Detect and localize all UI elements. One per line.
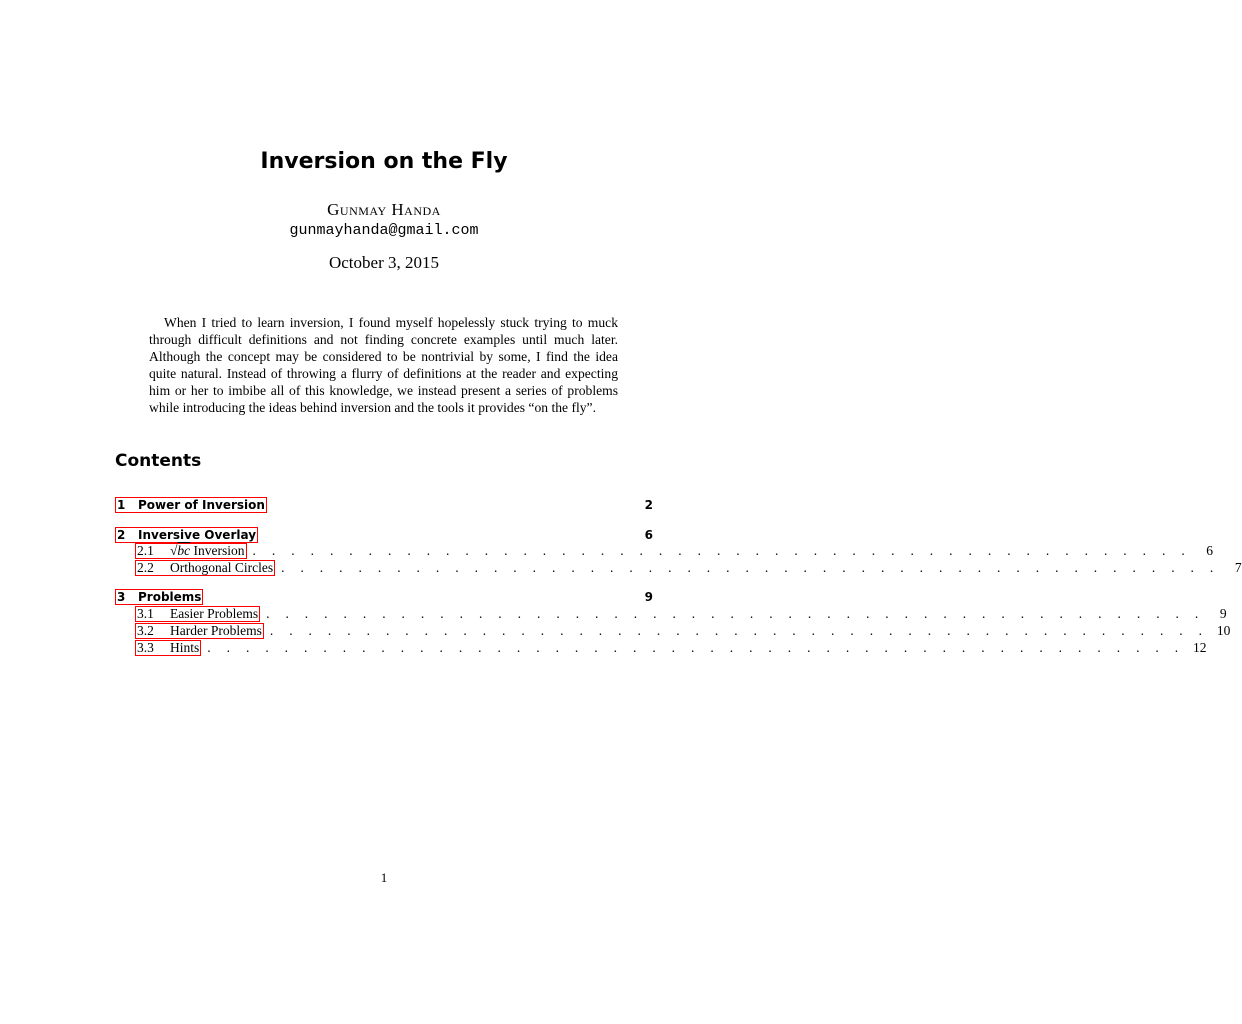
toc-page-number: 6: [1206, 543, 1214, 558]
toc-title: Orthogonal Circles: [170, 560, 274, 575]
toc-page-number: 7: [1234, 560, 1242, 575]
toc-title: Inversion: [190, 543, 245, 558]
page-number: 1: [380, 870, 388, 885]
toc-number: 2.1: [137, 543, 154, 558]
toc-entry-section-2: [115, 527, 653, 544]
toc-link-sqrt-bc-inversion[interactable]: [135, 543, 247, 559]
abstract: When I tried to learn inversion, I found myself hopelessly stuck trying to muck through difficult definitions and not finding concrete examples until much later. Although the concept may be considered to be nontrivial by some, I find the idea quite natural. Instead of throwing a flurry of definitions at the reader and expecting him or her to imbibe all of this knowledge, we instead present a series of problems while introducing the ideas behind inversion and the tools it provides “on the fly”.: [149, 315, 618, 415]
author-email: gunmayhanda@gmail.com: [289, 222, 479, 239]
toc-link-easier-problems[interactable]: [135, 606, 260, 622]
toc-number: 1: [117, 498, 126, 512]
toc-link-harder-problems[interactable]: [135, 623, 264, 639]
toc-page-number: 10: [1216, 623, 1231, 638]
toc-leader-dots: . . . . . . . . . . . . . . . . . . . . . . . . . . . . . . . . . . . . . . . . . . . . . . . . .: [281, 560, 1220, 575]
toc-number: 2.2: [137, 560, 154, 575]
toc-entry-section-1: [115, 497, 653, 514]
toc-link-hints[interactable]: [135, 640, 201, 656]
sqrt-argument: bc: [177, 543, 191, 558]
contents-heading: Contents: [115, 451, 202, 471]
document-date: October 3, 2015: [328, 253, 439, 272]
toc-title: Inversive Overlay: [138, 528, 257, 542]
toc-leader-dots: . . . . . . . . . . . . . . . . . . . . . . . . . . . . . . . . . . . . . . . . . . . . . . . . .: [266, 606, 1205, 621]
toc-page-number: 6: [644, 528, 653, 542]
toc-leader-dots: . . . . . . . . . . . . . . . . . . . . . . . . . . . . . . . . . . . . . . . . . . . . . . . . .: [269, 623, 1209, 638]
toc-title: Hints: [170, 640, 200, 655]
document-title: Inversion on the Fly: [260, 149, 508, 174]
toc-title: Power of Inversion: [138, 498, 265, 512]
toc-leader-dots: . . . . . . . . . . . . . . . . . . . . . . . . . . . . . . . . . . . . . . . . . . . . . . . . . . .: [207, 640, 1185, 655]
toc-leader-dots: . . . . . . . . . . . . . . . . . . . . . . . . . . . . . . . . . . . . . . . . . . . . . . . . .: [252, 543, 1192, 558]
toc-number: 2: [117, 528, 126, 542]
toc-entry-subsection-3-1: [115, 606, 1227, 623]
toc-number: 3.1: [137, 606, 154, 621]
toc-link-problems[interactable]: [115, 589, 203, 605]
toc-link-inversive-overlay[interactable]: [115, 527, 258, 543]
toc-entry-section-3: [115, 589, 653, 606]
toc-entry-subsection-2-1: [115, 543, 1214, 560]
toc-entry-subsection-2-2: [115, 560, 1242, 577]
toc-page-number: 9: [1219, 606, 1227, 621]
toc-number: 3: [117, 590, 126, 604]
toc-number: 3.3: [137, 640, 154, 655]
toc-title: Harder Problems: [170, 623, 262, 638]
toc-link-orthogonal-circles[interactable]: [135, 560, 275, 576]
sqrt-symbol: √: [170, 543, 178, 558]
toc-page-number: 2: [644, 498, 653, 512]
author-name: Gunmay Handa: [327, 200, 441, 219]
toc-page-number: 12: [1192, 640, 1207, 655]
toc-page-number: 9: [644, 590, 653, 604]
toc-title: Easier Problems: [170, 606, 259, 621]
toc-entry-subsection-3-3: [115, 640, 1207, 657]
toc-entry-subsection-3-2: [115, 623, 1231, 640]
toc-number: 3.2: [137, 623, 154, 638]
toc-title: Problems: [138, 590, 202, 604]
toc-link-power-of-inversion[interactable]: [115, 497, 267, 513]
